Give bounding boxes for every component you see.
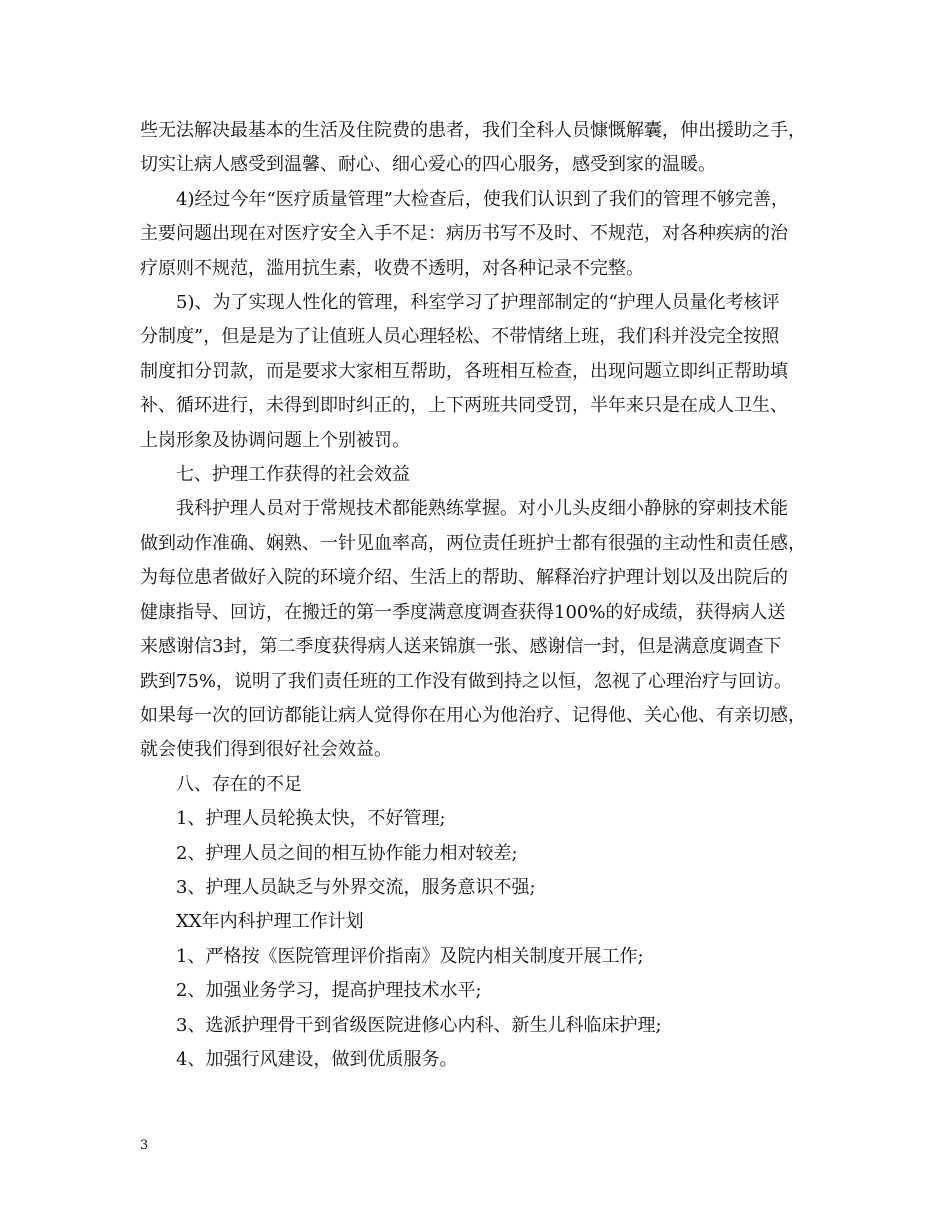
body-line: 跌到75%，说明了我们责任班的工作没有做到持之以恒，忽视了心理治疗与回访。 [140, 670, 793, 692]
page-number: 3 [140, 1138, 149, 1153]
body-line: 分制度”，但是是为了让值班人员心理轻松、不带情绪上班，我们科并没完全按照 [140, 326, 780, 348]
document-body [140, 114, 820, 1077]
body-line: 上岗形象及协调问题上个别被罚。 [140, 429, 410, 451]
section-heading: 七、护理工作获得的社会效益 [176, 464, 410, 486]
list-item: 3、护理人员缺乏与外界交流，服务意识不强; [176, 876, 536, 898]
list-item: 1、严格按《医院管理评价指南》及院内相关制度开展工作; [176, 945, 644, 967]
body-line: 些无法解决最基本的生活及住院费的患者，我们全科人员慷慨解囊，伸出援助之手， [140, 120, 806, 141]
body-line: 4)经过今年“医疗质量管理”大检查后，使我们认识到了我们的管理不够完善， [176, 188, 789, 210]
list-item: 4、加强行风建设，做到优质服务。 [176, 1048, 458, 1070]
body-line: 健康指导、回访，在搬迁的第一季度满意度调查获得100%的好成绩，获得病人送 [140, 601, 786, 623]
section-heading: 八、存在的不足 [176, 773, 302, 795]
list-item: 2、加强业务学习，提高护理技术水平; [176, 980, 482, 1002]
body-line: 为每位患者做好入院的环境介绍、生活上的帮助、解释治疗护理计划以及出院后的 [140, 567, 788, 589]
body-line: 补、循环进行，未得到即时纠正的，上下两班共同受罚，半年来只是在成人卫生、 [140, 395, 788, 417]
body-line: 做到动作准确、娴熟、一针见血率高，两位责任班护士都有很强的主动性和责任感， [140, 532, 806, 554]
body-line: 我科护理人员对于常规技术都能熟练掌握。对小儿头皮细小静脉的穿刺技术能 [176, 498, 788, 520]
list-item: 1、护理人员轮换太快，不好管理; [176, 808, 446, 830]
body-line: 切实让病人感受到温馨、耐心、细心爱心的四心服务，感受到家的温暖。 [140, 154, 716, 176]
body-line: 就会使我们得到很好社会效益。 [140, 739, 392, 761]
body-line: 来感谢信3封，第二季度获得病人送来锦旗一张、感谢信一封，但是满意度调查下 [140, 636, 782, 658]
list-item: 3、选派护理骨干到省级医院进修心内科、新生儿科临床护理; [176, 1014, 662, 1036]
list-item: 2、护理人员之间的相互协作能力相对较差; [176, 842, 518, 864]
body-line: 如果每一次的回访都能让病人觉得你在用心为他治疗、记得他、关心他、有亲切感， [140, 704, 806, 726]
body-line: 制度扣分罚款，而是要求大家相互帮助，各班相互检查，出现问题立即纠正帮助填 [140, 360, 788, 382]
body-line: 疗原则不规范，滥用抗生素，收费不透明，对各种记录不完整。 [140, 257, 644, 279]
section-heading: XX年内科护理工作计划 [176, 911, 364, 933]
body-line: 主要问题出现在对医疗安全入手不足：病历书写不及时、不规范，对各种疾病的治 [140, 223, 788, 245]
body-line: 5)、为了实现人性化的管理，科室学习了护理部制定的“护理人员量化考核评 [176, 292, 780, 314]
